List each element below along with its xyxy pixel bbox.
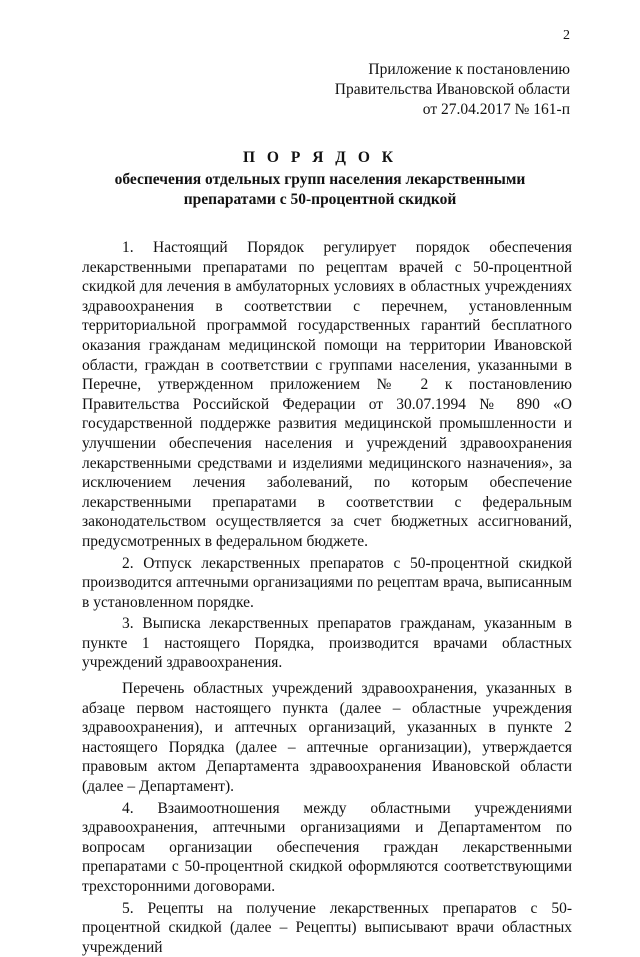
paragraph-3: 3. Выписка лекарственных препаратов гражданам, указанным в пункте 1 настоящего Порядка, производится врачами областных учреждений здравоохранения. [82,615,572,672]
page-number: 2 [563,28,570,43]
paragraph-3-list: Перечень областных учреждений здравоохранения, указанных в абзаце первом настоящего пункта (далее – областные учреждения здравоохранения), и аптечных организаций, указанных в пункте 2 настоящего Порядка (далее – аптечные организации), утверждается правовым актом Департамента здравоохранения Ивановской области (далее – Департамент). [82,680,572,796]
paragraph-1: 1. Настоящий Порядок регулирует порядок обеспечения лекарственными препаратами по рецептам врачей с 50-процентной скидкой для лечения в амбулаторных условиях в областных учреждениях здравоохранения в соответствии с перечнем, установленным территориальной программой государственных гарантий бесплатного оказания гражданам медицинской помощи на территории Ивановской области, граждан в соответствии с группами населения, указанными в Перечне, утвержденном приложением № 2 к постановлению Правительства Российской Федерации от 30.07.1994 № 890 «О государственной поддержке развития медицинской промышленности и улучшении обеспечения населения и учреждений здравоохранения лекарственными средствами и изделиями медицинского назначения», за исключением лечения заболеваний, по которым обеспечение лекарственными препаратами в соответствии с федеральным законодательством осуществляется за счет бюджетных ассигнований, предусмотренных в федеральном бюджете. [82,239,572,550]
paragraph-2: 2. Отпуск лекарственных препаратов с 50-процентной скидкой производится аптечными организациями по рецептам врача, выписанным в установленном порядке. [82,554,572,611]
paragraph-5: 5. Рецепты на получение лекарственных препаратов с 50-процентной скидкой (далее – Рецепты) выписывают врачи областных учреждений [82,899,572,956]
subtitle-line-1: обеспечения отдельных групп населения лекарственными [114,171,526,188]
document-title-block [0,148,640,209]
document-body [82,238,572,957]
document-subtitle [0,170,640,209]
paragraph-4: 4. Взаимоотношения между областными учреждениями здравоохранения, аптечными организациями и Департаментом по вопросам организации обеспечения граждан лекарственными препаратами с 50-процентной скидкой оформляются соответствующими трехсторонними договорами. [82,799,572,895]
document-title: П О Р Я Д О К [243,149,397,166]
subtitle-line-2: препаратами с 50-процентной скидкой [183,190,457,208]
annex-line-3: от 27.04.2017 № 161-п [422,101,570,118]
annex-header [335,60,570,120]
annex-line-1: Приложение к постановлению [368,61,570,78]
annex-line-2: Правительства Ивановской области [334,81,570,98]
